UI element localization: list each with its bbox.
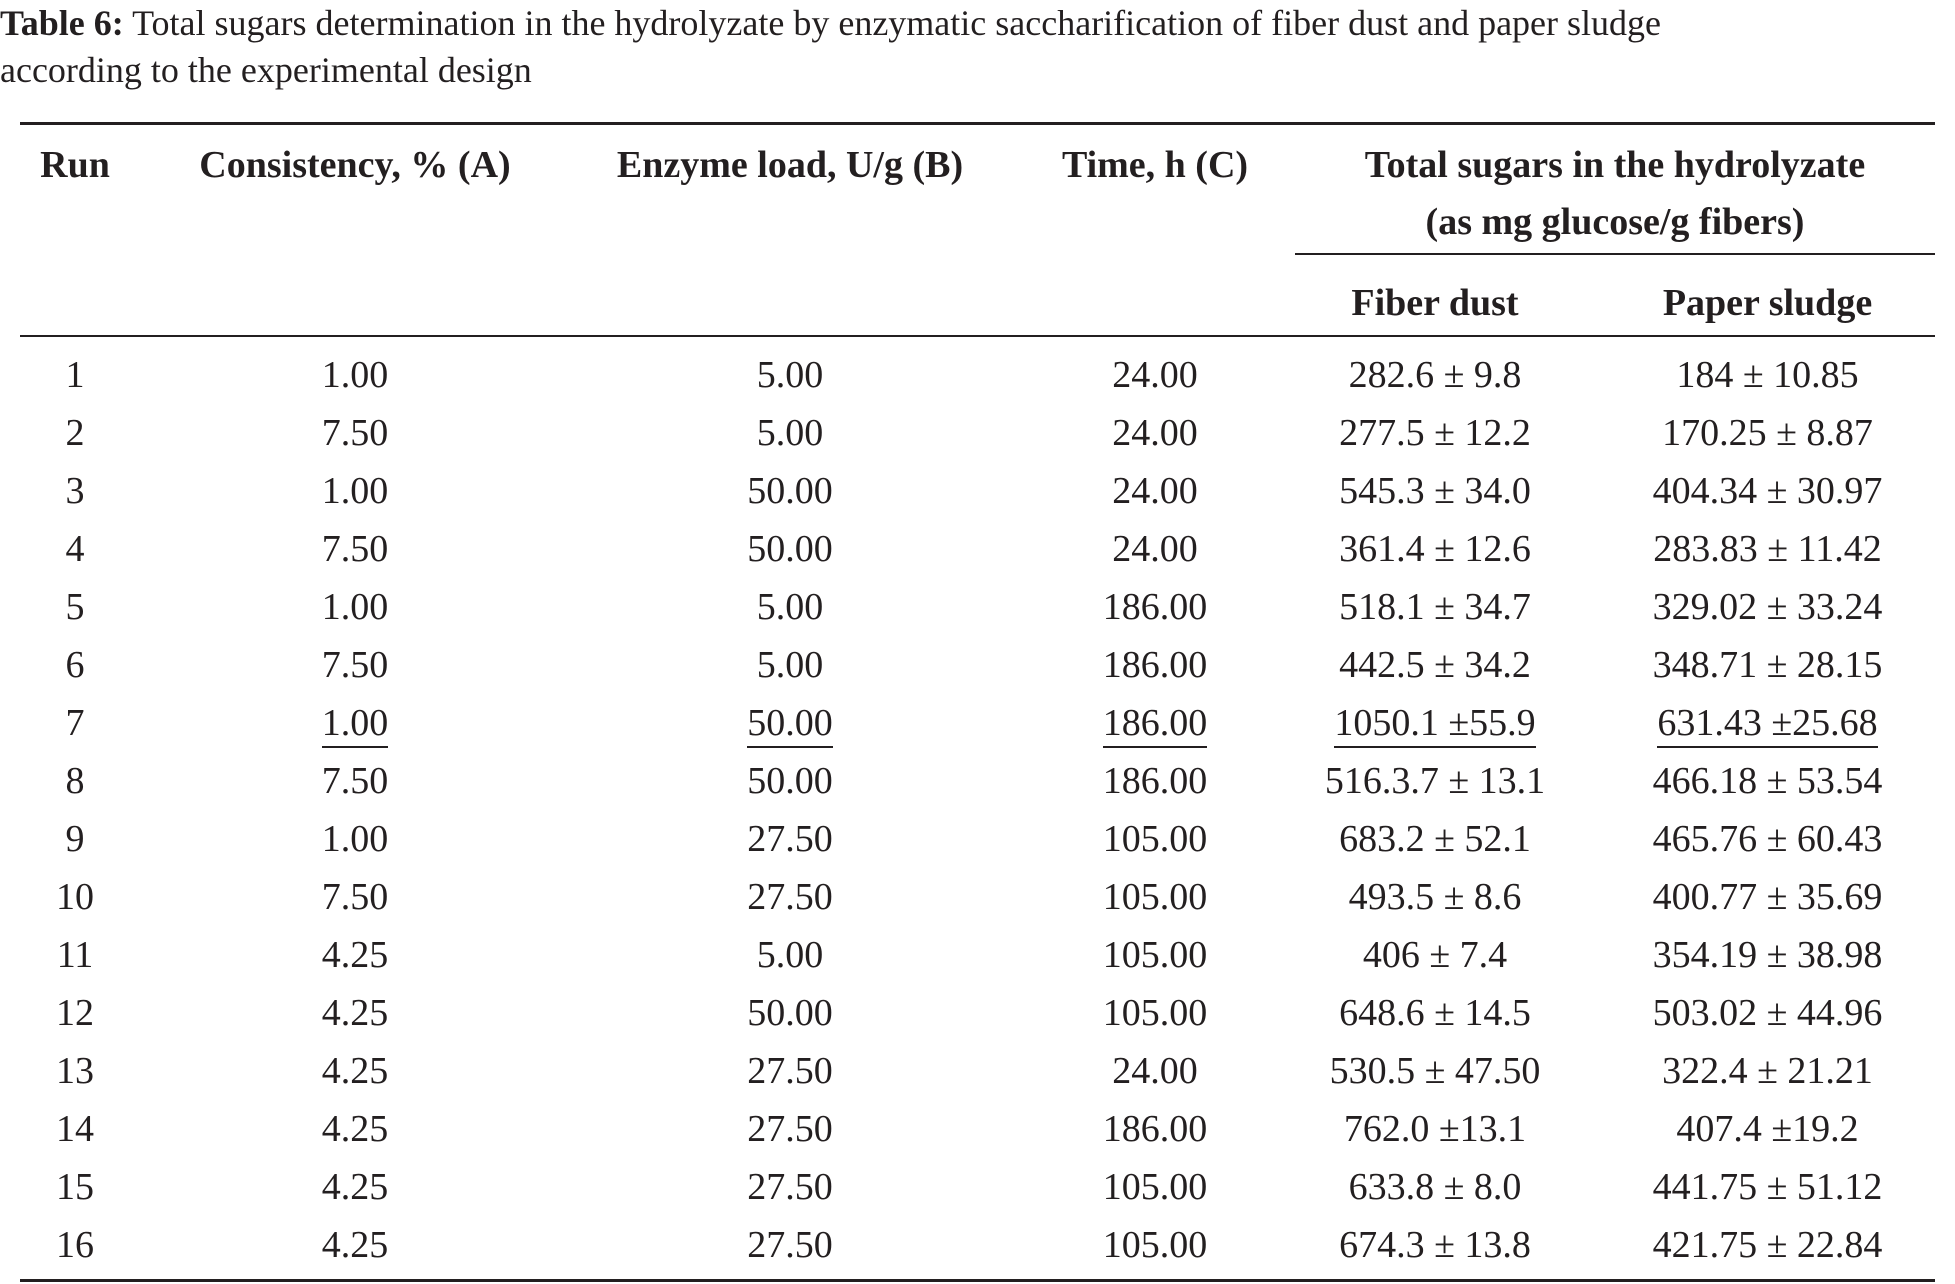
enzyme-load-cell — [580, 1158, 1000, 1216]
time-cell-text: 186.00 — [1102, 644, 1208, 686]
enzyme-load-cell-text: 27.50 — [747, 1224, 833, 1266]
fiber-dust-cell-text: 493.5 ± 8.6 — [1348, 876, 1522, 918]
fiber-dust-cell-text: 442.5 ± 34.2 — [1339, 644, 1531, 686]
enzyme-load-cell — [580, 1100, 1000, 1158]
enzyme-load-cell-text: 50.00 — [747, 760, 833, 802]
table-row — [0, 1100, 1955, 1158]
time-cell-text: 24.00 — [1112, 412, 1198, 454]
enzyme-load-cell-text: 5.00 — [756, 354, 824, 396]
time-cell — [1030, 752, 1280, 810]
table-row — [0, 984, 1955, 1042]
run-cell-text: 1 — [65, 354, 85, 396]
run-cell-text: 12 — [56, 992, 94, 1034]
paper-sludge-cell — [1600, 462, 1935, 520]
run-cell — [20, 694, 130, 752]
table-row — [0, 1158, 1955, 1216]
enzyme-load-cell-text: 27.50 — [747, 1108, 833, 1150]
enzyme-load-cell — [580, 1216, 1000, 1274]
paper-sludge-cell — [1600, 810, 1935, 868]
consistency-cell-text: 1.00 — [321, 470, 389, 512]
paper-sludge-cell-text: 465.76 ± 60.43 — [1652, 818, 1883, 860]
consistency-cell — [170, 926, 540, 984]
fiber-dust-cell — [1295, 520, 1575, 578]
time-cell-text: 186.00 — [1102, 1108, 1208, 1150]
fiber-dust-cell — [1295, 578, 1575, 636]
fiber-dust-cell — [1295, 926, 1575, 984]
time-cell — [1030, 694, 1280, 752]
time-cell-text: 24.00 — [1112, 470, 1198, 512]
table-row — [0, 868, 1955, 926]
caption-label: Table 6: — [0, 3, 124, 43]
paper-sludge-cell-text: 283.83 ± 11.42 — [1653, 528, 1882, 570]
table-row — [0, 752, 1955, 810]
consistency-cell — [170, 810, 540, 868]
time-cell-text: 24.00 — [1112, 1050, 1198, 1092]
enzyme-load-cell-text: 5.00 — [756, 412, 824, 454]
header-fiber-dust: Fiber dust — [1351, 282, 1519, 324]
enzyme-load-cell — [580, 868, 1000, 926]
enzyme-load-cell-text: 27.50 — [747, 818, 833, 860]
header-enzyme-load: Enzyme load, U/g (B) — [616, 144, 964, 186]
fiber-dust-cell — [1295, 984, 1575, 1042]
paper-sludge-cell-text: 354.19 ± 38.98 — [1652, 934, 1883, 976]
paper-sludge-cell-text: 441.75 ± 51.12 — [1652, 1166, 1883, 1208]
paper-sludge-cell-text: 348.71 ± 28.15 — [1652, 644, 1883, 686]
caption-text-1: Total sugars determination in the hydrolyzate by enzymatic saccharification of fiber dust and paper sludge — [132, 3, 1662, 43]
run-cell — [20, 868, 130, 926]
paper-sludge-cell-text: 184 ± 10.85 — [1676, 354, 1859, 396]
fiber-dust-cell-text: 406 ± 7.4 — [1362, 934, 1508, 976]
fiber-dust-cell-text: 648.6 ± 14.5 — [1339, 992, 1531, 1034]
consistency-cell — [170, 1042, 540, 1100]
consistency-cell — [170, 694, 540, 752]
time-cell-text: 105.00 — [1102, 876, 1208, 918]
table-bottom-rule — [20, 1279, 1935, 1282]
run-cell-text: 16 — [56, 1224, 94, 1266]
header-consistency: Consistency, % (A) — [199, 144, 511, 186]
paper-sludge-cell — [1600, 346, 1935, 404]
header-run: Run — [40, 144, 110, 186]
time-cell-text: 24.00 — [1112, 528, 1198, 570]
fiber-dust-cell-text: 683.2 ± 52.1 — [1339, 818, 1531, 860]
consistency-cell-text: 7.50 — [321, 412, 389, 454]
paper-sludge-cell-text: 503.02 ± 44.96 — [1652, 992, 1883, 1034]
consistency-cell — [170, 1216, 540, 1274]
table-row — [0, 1216, 1955, 1274]
time-cell — [1030, 926, 1280, 984]
paper-sludge-cell — [1600, 1100, 1935, 1158]
enzyme-load-cell — [580, 636, 1000, 694]
table-row — [0, 694, 1955, 752]
caption-line-1 — [0, 0, 1955, 47]
run-cell — [20, 462, 130, 520]
consistency-cell-text: 4.25 — [321, 1108, 389, 1150]
time-cell — [1030, 346, 1280, 404]
fiber-dust-cell — [1295, 868, 1575, 926]
fiber-dust-cell — [1295, 1216, 1575, 1274]
enzyme-load-cell-text: 50.00 — [747, 700, 833, 748]
table-row — [0, 578, 1955, 636]
consistency-cell-text: 1.00 — [321, 818, 389, 860]
run-cell-text: 7 — [65, 702, 85, 744]
header-total-sugars: Total sugars in the hydrolyzate — [1364, 144, 1866, 186]
fiber-dust-cell-text: 545.3 ± 34.0 — [1339, 470, 1531, 512]
run-cell — [20, 1158, 130, 1216]
fiber-dust-cell — [1295, 752, 1575, 810]
run-cell — [20, 810, 130, 868]
time-cell — [1030, 636, 1280, 694]
paper-sludge-cell-text: 631.43 ±25.68 — [1657, 700, 1877, 748]
enzyme-load-cell — [580, 1042, 1000, 1100]
table-row — [0, 462, 1955, 520]
enzyme-load-cell-text: 50.00 — [747, 992, 833, 1034]
fiber-dust-cell-text: 1050.1 ±55.9 — [1334, 700, 1535, 748]
time-cell — [1030, 462, 1280, 520]
enzyme-load-cell-text: 27.50 — [747, 1050, 833, 1092]
fiber-dust-cell — [1295, 462, 1575, 520]
run-cell — [20, 520, 130, 578]
run-cell-text: 11 — [56, 934, 94, 976]
consistency-cell — [170, 462, 540, 520]
run-cell-text: 14 — [56, 1108, 94, 1150]
table-row — [0, 926, 1955, 984]
time-cell — [1030, 520, 1280, 578]
enzyme-load-cell — [580, 926, 1000, 984]
enzyme-load-cell — [580, 520, 1000, 578]
table-row — [0, 404, 1955, 462]
run-cell — [20, 404, 130, 462]
fiber-dust-cell — [1295, 346, 1575, 404]
consistency-cell-text: 7.50 — [321, 760, 389, 802]
enzyme-load-cell-text: 5.00 — [756, 934, 824, 976]
enzyme-load-cell-text: 27.50 — [747, 876, 833, 918]
header-group-rule — [1295, 253, 1935, 255]
time-cell — [1030, 404, 1280, 462]
fiber-dust-cell-text: 277.5 ± 12.2 — [1339, 412, 1531, 454]
time-cell — [1030, 578, 1280, 636]
paper-sludge-cell-text: 329.02 ± 33.24 — [1652, 586, 1883, 628]
time-cell-text: 105.00 — [1102, 1224, 1208, 1266]
time-cell-text: 105.00 — [1102, 934, 1208, 976]
consistency-cell — [170, 984, 540, 1042]
enzyme-load-cell-text: 27.50 — [747, 1166, 833, 1208]
fiber-dust-cell-text: 516.3.7 ± 13.1 — [1324, 760, 1546, 802]
consistency-cell — [170, 636, 540, 694]
consistency-cell-text: 1.00 — [321, 586, 389, 628]
paper-sludge-cell — [1600, 868, 1935, 926]
header-paper-sludge: Paper sludge — [1662, 282, 1873, 324]
fiber-dust-cell-text: 518.1 ± 34.7 — [1339, 586, 1531, 628]
paper-sludge-cell-text: 170.25 ± 8.87 — [1662, 412, 1873, 454]
consistency-cell-text: 4.25 — [321, 1050, 389, 1092]
paper-sludge-cell — [1600, 1158, 1935, 1216]
run-cell — [20, 926, 130, 984]
fiber-dust-cell — [1295, 636, 1575, 694]
paper-sludge-cell-text: 466.18 ± 53.54 — [1652, 760, 1883, 802]
fiber-dust-cell — [1295, 1158, 1575, 1216]
fiber-dust-cell — [1295, 810, 1575, 868]
time-cell — [1030, 984, 1280, 1042]
paper-sludge-cell — [1600, 752, 1935, 810]
run-cell — [20, 1216, 130, 1274]
run-cell-text: 10 — [56, 876, 94, 918]
table-row — [0, 346, 1955, 404]
fiber-dust-cell — [1295, 1100, 1575, 1158]
paper-sludge-cell-text: 407.4 ±19.2 — [1676, 1108, 1859, 1150]
run-cell — [20, 752, 130, 810]
run-cell — [20, 346, 130, 404]
paper-sludge-cell — [1600, 984, 1935, 1042]
time-cell-text: 24.00 — [1112, 354, 1198, 396]
paper-sludge-cell — [1600, 694, 1935, 752]
time-cell-text: 105.00 — [1102, 992, 1208, 1034]
run-cell-text: 6 — [65, 644, 85, 686]
consistency-cell-text: 4.25 — [321, 1224, 389, 1266]
paper-sludge-cell-text: 400.77 ± 35.69 — [1652, 876, 1883, 918]
enzyme-load-cell — [580, 752, 1000, 810]
time-cell — [1030, 810, 1280, 868]
time-cell — [1030, 1100, 1280, 1158]
run-cell-text: 15 — [56, 1166, 94, 1208]
consistency-cell-text: 7.50 — [321, 876, 389, 918]
time-cell-text: 186.00 — [1102, 760, 1208, 802]
consistency-cell-text: 1.00 — [322, 700, 389, 748]
consistency-cell-text: 7.50 — [321, 644, 389, 686]
consistency-cell — [170, 1158, 540, 1216]
enzyme-load-cell — [580, 984, 1000, 1042]
fiber-dust-cell-text: 762.0 ±13.1 — [1343, 1108, 1527, 1150]
enzyme-load-cell — [580, 694, 1000, 752]
time-cell — [1030, 868, 1280, 926]
time-cell — [1030, 1042, 1280, 1100]
enzyme-load-cell — [580, 346, 1000, 404]
paper-sludge-cell — [1600, 578, 1935, 636]
fiber-dust-cell-text: 530.5 ± 47.50 — [1329, 1050, 1541, 1092]
fiber-dust-cell-text: 633.8 ± 8.0 — [1348, 1166, 1522, 1208]
run-cell — [20, 1100, 130, 1158]
paper-sludge-cell — [1600, 1042, 1935, 1100]
run-cell — [20, 1042, 130, 1100]
consistency-cell-text: 7.50 — [321, 528, 389, 570]
run-cell-text: 13 — [56, 1050, 94, 1092]
run-cell-text: 2 — [65, 412, 85, 454]
table-top-rule — [20, 122, 1935, 125]
fiber-dust-cell — [1295, 1042, 1575, 1100]
enzyme-load-cell — [580, 578, 1000, 636]
consistency-cell — [170, 578, 540, 636]
time-cell-text: 105.00 — [1102, 818, 1208, 860]
run-cell — [20, 636, 130, 694]
enzyme-load-cell-text: 5.00 — [756, 586, 824, 628]
enzyme-load-cell — [580, 810, 1000, 868]
time-cell-text: 186.00 — [1102, 586, 1208, 628]
enzyme-load-cell-text: 50.00 — [747, 528, 833, 570]
consistency-cell — [170, 404, 540, 462]
table-row — [0, 810, 1955, 868]
fiber-dust-cell-text: 282.6 ± 9.8 — [1348, 354, 1522, 396]
consistency-cell — [170, 520, 540, 578]
run-cell-text: 4 — [65, 528, 85, 570]
consistency-cell — [170, 752, 540, 810]
paper-sludge-cell — [1600, 926, 1935, 984]
time-cell-text: 105.00 — [1102, 1166, 1208, 1208]
fiber-dust-cell-text: 361.4 ± 12.6 — [1339, 528, 1531, 570]
consistency-cell — [170, 868, 540, 926]
enzyme-load-cell — [580, 404, 1000, 462]
paper-sludge-cell-text: 322.4 ± 21.21 — [1662, 1050, 1873, 1092]
time-cell — [1030, 1158, 1280, 1216]
paper-sludge-cell — [1600, 520, 1935, 578]
caption-text-2: according to the experimental design — [0, 50, 532, 90]
enzyme-load-cell-text: 5.00 — [756, 644, 824, 686]
consistency-cell-text: 4.25 — [321, 934, 389, 976]
run-cell-text: 5 — [65, 586, 85, 628]
table-row — [0, 636, 1955, 694]
paper-sludge-cell — [1600, 1216, 1935, 1274]
table-row — [0, 520, 1955, 578]
header-bottom-rule — [20, 335, 1935, 337]
enzyme-load-cell-text: 50.00 — [747, 470, 833, 512]
run-cell-text: 3 — [65, 470, 85, 512]
time-cell — [1030, 1216, 1280, 1274]
consistency-cell — [170, 346, 540, 404]
paper-sludge-cell-text: 421.75 ± 22.84 — [1652, 1224, 1883, 1266]
consistency-cell-text: 4.25 — [321, 992, 389, 1034]
run-cell-text: 8 — [65, 760, 85, 802]
fiber-dust-cell-text: 674.3 ± 13.8 — [1339, 1224, 1531, 1266]
table-row — [0, 1042, 1955, 1100]
consistency-cell-text: 4.25 — [321, 1166, 389, 1208]
run-cell-text: 9 — [65, 818, 85, 860]
consistency-cell — [170, 1100, 540, 1158]
enzyme-load-cell — [580, 462, 1000, 520]
paper-sludge-cell-text: 404.34 ± 30.97 — [1652, 470, 1883, 512]
consistency-cell-text: 1.00 — [321, 354, 389, 396]
header-total-sugars-units: (as mg glucose/g fibers) — [1425, 201, 1805, 243]
header-time: Time, h (C) — [1061, 144, 1249, 186]
run-cell — [20, 984, 130, 1042]
table-caption — [0, 0, 1955, 94]
paper-sludge-cell — [1600, 404, 1935, 462]
run-cell — [20, 578, 130, 636]
paper-sludge-cell — [1600, 636, 1935, 694]
fiber-dust-cell — [1295, 694, 1575, 752]
fiber-dust-cell — [1295, 404, 1575, 462]
time-cell-text: 186.00 — [1103, 700, 1208, 748]
